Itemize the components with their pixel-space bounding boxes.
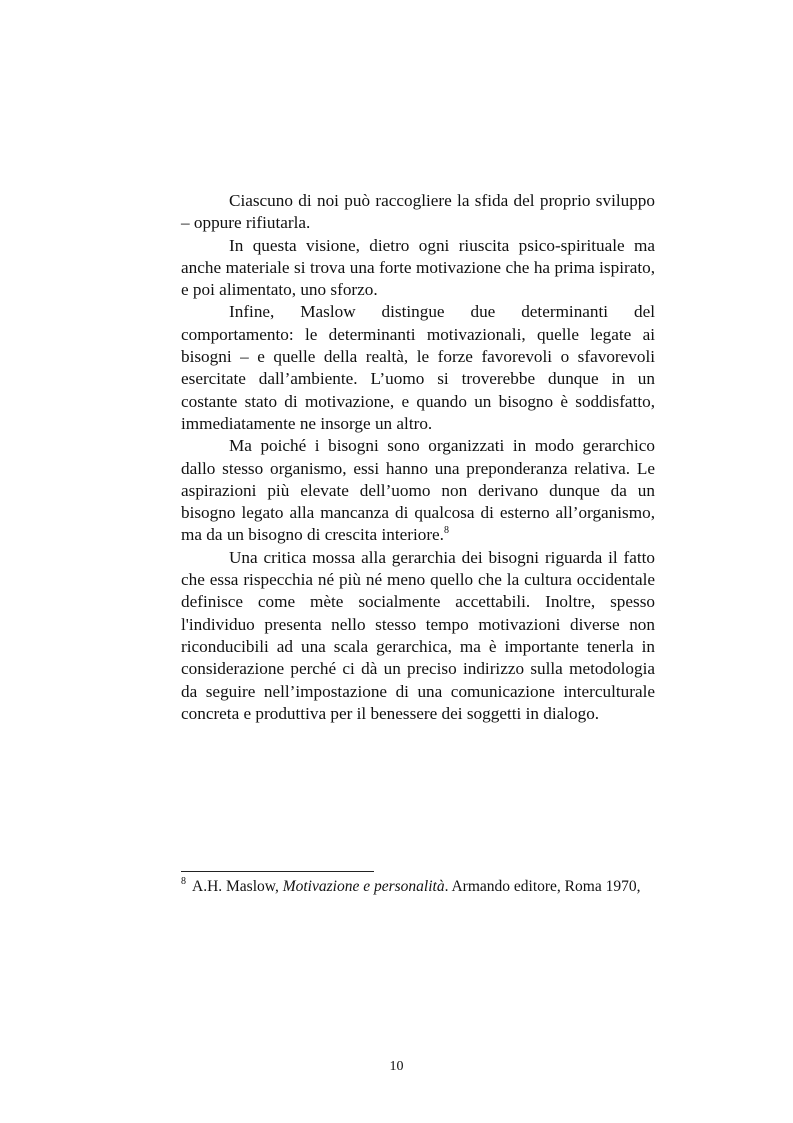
paragraph-5-text: Una critica mossa alla gerarchia dei bisogni riguarda il fatto che essa rispecchia né più né meno quello che la cultura occidentale definisce come mète socialmente accettabili. Inoltre, spesso l'individuo presenta nello stesso tempo motivazioni diverse non riconducibili ad una scala gerarchica, ma è importante tenerla in considerazione perché ci dà un preciso indirizzo sulla metodologia da seguire nell’impostazione di una comunicazione interculturale concreta e produttiva per il benessere dei soggetti in dialogo. [181, 547, 655, 723]
page-number: 10 [389, 1059, 404, 1074]
footnote-author: A.H. Maslow, [192, 878, 279, 895]
paragraph-1 [181, 190, 655, 235]
body-text [181, 190, 655, 725]
footnote-number: 8 [181, 876, 186, 887]
footnote-publisher: . Armando editore, Roma 1970, [444, 878, 641, 895]
paragraph-2 [181, 235, 655, 302]
footnote [181, 877, 655, 898]
paragraph-1-text: Ciascuno di noi può raccogliere la sfida del proprio sviluppo – oppure rifiutarla. [181, 191, 655, 233]
paragraph-5 [181, 547, 655, 725]
paragraph-3 [181, 301, 655, 435]
paragraph-3-text: Infine, Maslow distingue due determinanti del comportamento: le determinanti motivazionali, quelle legate ai bisogni – e quelle della realtà, le forze favorevoli o sfavorevoli esercitate dall’ambiente. L’uomo si troverebbe dunque in un costante stato di motivazione, e quando un bisogno è soddisfatto, immediatamente ne insorge un altro. [181, 302, 655, 433]
footnote-separator [181, 871, 374, 872]
footnote-title: Motivazione e personalità [282, 878, 445, 895]
footnote-reference[interactable]: 8 [443, 525, 449, 537]
paragraph-2-text: In questa visione, dietro ogni riuscita psico-spirituale ma anche materiale si trova una forte motivazione che ha prima ispirato, e poi alimentato, uno sforzo. [181, 235, 655, 300]
paragraph-4 [181, 435, 655, 546]
paragraph-4-text: Ma poiché i bisogni sono organizzati in modo gerarchico dallo stesso organismo, essi hanno una preponderanza relativa. Le aspirazioni più elevate dell’uomo non derivano dunque da un bisogno legato alla mancanza di qualcosa di esterno all’organismo, ma da un bisogno di crescita interiore. [181, 436, 655, 545]
